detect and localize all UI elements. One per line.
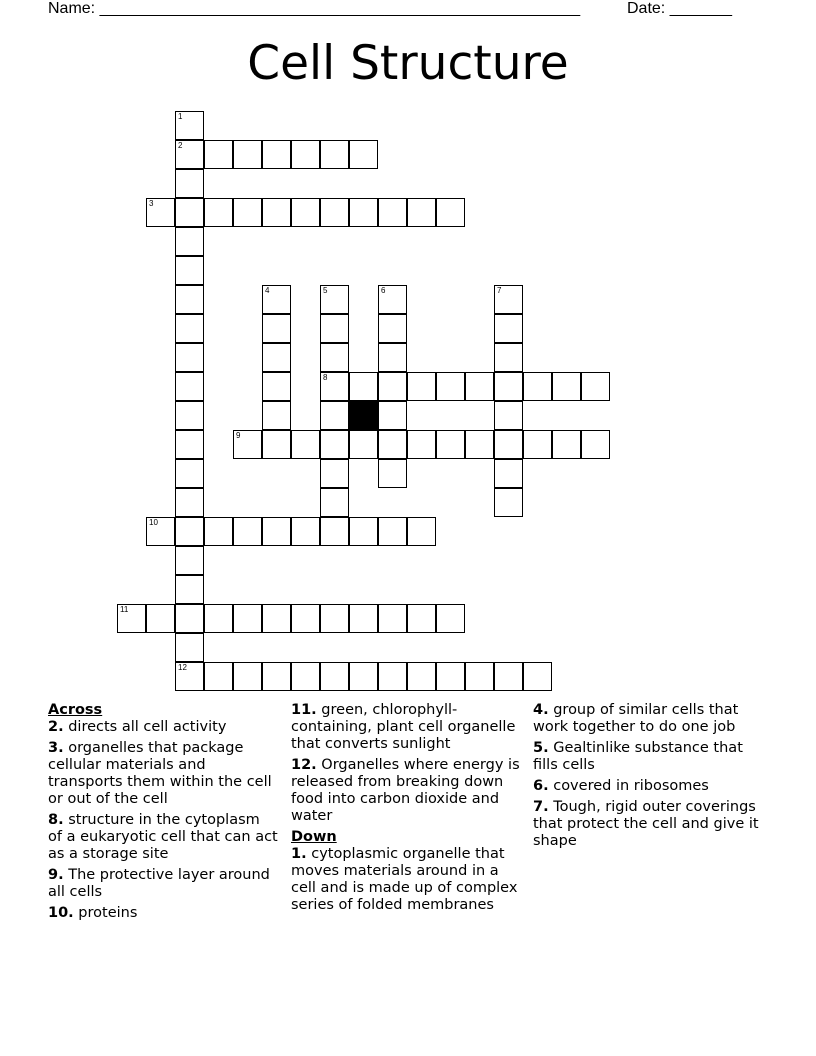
crossword-cell[interactable] xyxy=(320,517,349,546)
clue-text: proteins xyxy=(78,905,138,921)
clue-number-label: 12 xyxy=(178,663,187,672)
crossword-cell[interactable] xyxy=(233,517,262,546)
crossword-cell[interactable] xyxy=(407,517,436,546)
clue-text: organelles that package cellular materials and transports them within the cell or out of the cell xyxy=(48,740,272,807)
crossword-cell[interactable] xyxy=(175,372,204,401)
crossword-cell[interactable] xyxy=(320,343,349,372)
crossword-cell[interactable] xyxy=(146,198,175,227)
clue-number: 12. xyxy=(291,757,317,773)
crossword-cell[interactable] xyxy=(320,488,349,517)
across-heading: Across xyxy=(48,702,103,718)
crossword-cell[interactable] xyxy=(291,517,320,546)
clue-number-label: 9 xyxy=(236,431,241,440)
crossword-cell[interactable] xyxy=(291,662,320,691)
clue-number-label: 11 xyxy=(120,605,129,614)
crossword-cell[interactable] xyxy=(349,430,378,459)
crossword-cell[interactable] xyxy=(175,140,204,169)
clue-text: The protective layer around all cells xyxy=(48,867,270,900)
crossword-cell[interactable] xyxy=(320,401,349,430)
clues-column-1 xyxy=(48,702,278,926)
crossword-cell[interactable] xyxy=(349,604,378,633)
crossword-cell[interactable] xyxy=(407,372,436,401)
crossword-cell[interactable] xyxy=(262,401,291,430)
clue-down-6 xyxy=(533,778,763,795)
clue-number: 8. xyxy=(48,812,64,828)
clue-number: 3. xyxy=(48,740,64,756)
page-title: Cell Structure xyxy=(247,36,569,91)
crossword-cell[interactable] xyxy=(494,372,523,401)
clue-across-2 xyxy=(48,719,278,736)
clue-across-3 xyxy=(48,740,278,808)
clue-across-10 xyxy=(48,905,278,922)
crossword-cell[interactable] xyxy=(262,285,291,314)
crossword-cell[interactable] xyxy=(494,401,523,430)
crossword-cell[interactable] xyxy=(494,459,523,488)
crossword-cell[interactable] xyxy=(436,430,465,459)
crossword-cell[interactable] xyxy=(262,517,291,546)
clues-column-3 xyxy=(533,702,763,854)
clue-number: 6. xyxy=(533,778,549,794)
crossword-cell[interactable] xyxy=(320,372,349,401)
name-field-label: Name: ______________________________________________________ xyxy=(48,0,581,17)
crossword-cell[interactable] xyxy=(349,662,378,691)
clue-text: structure in the cytoplasm of a eukaryotic cell that can act as a storage site xyxy=(48,812,278,862)
clue-down-4 xyxy=(533,702,763,736)
clue-number: 7. xyxy=(533,799,549,815)
crossword-cell[interactable] xyxy=(349,140,378,169)
crossword-cell[interactable] xyxy=(175,430,204,459)
crossword-cell[interactable] xyxy=(175,459,204,488)
crossword-cell[interactable] xyxy=(146,604,175,633)
crossword-cell[interactable] xyxy=(204,517,233,546)
clue-number-label: 8 xyxy=(323,373,328,382)
crossword-cell[interactable] xyxy=(117,604,146,633)
clue-number: 2. xyxy=(48,719,64,735)
clue-number: 4. xyxy=(533,702,549,718)
crossword-cell[interactable] xyxy=(175,488,204,517)
clue-number: 10. xyxy=(48,905,74,921)
crossword-cell[interactable] xyxy=(407,604,436,633)
crossword-cell[interactable] xyxy=(291,604,320,633)
crossword-cell[interactable] xyxy=(436,604,465,633)
crossword-cell[interactable] xyxy=(349,517,378,546)
clue-number: 1. xyxy=(291,846,307,862)
crossword-cell[interactable] xyxy=(175,633,204,662)
crossword-cell[interactable] xyxy=(262,343,291,372)
crossword-cell[interactable] xyxy=(349,372,378,401)
crossword-cell[interactable] xyxy=(581,372,610,401)
crossword-cell[interactable] xyxy=(175,575,204,604)
clue-across-12 xyxy=(291,757,521,825)
crossword-cell[interactable] xyxy=(146,517,175,546)
crossword-cell[interactable] xyxy=(523,372,552,401)
crossword-cell[interactable] xyxy=(320,430,349,459)
clue-text: Organelles where energy is released from breaking down food into carbon dioxide and water xyxy=(291,757,520,824)
crossword-cell[interactable] xyxy=(175,285,204,314)
crossword-cell[interactable] xyxy=(465,662,494,691)
crossword-cell[interactable] xyxy=(407,430,436,459)
crossword-cell[interactable] xyxy=(262,662,291,691)
clue-number-label: 1 xyxy=(178,112,183,121)
crossword-cell[interactable] xyxy=(262,430,291,459)
clue-text: directs all cell activity xyxy=(68,719,227,735)
crossword-cell[interactable] xyxy=(175,517,204,546)
clue-number-label: 3 xyxy=(149,199,154,208)
clue-text: Tough, rigid outer coverings that protect the cell and give it shape xyxy=(533,799,759,849)
crossword-cell[interactable] xyxy=(262,140,291,169)
crossword-cell[interactable] xyxy=(378,198,407,227)
crossword-cell[interactable] xyxy=(436,372,465,401)
clue-across-9 xyxy=(48,867,278,901)
crossword-cell[interactable] xyxy=(233,140,262,169)
clue-down-7 xyxy=(533,799,763,850)
crossword-cell[interactable] xyxy=(233,430,262,459)
clue-number-label: 2 xyxy=(178,141,183,150)
crossword-cell[interactable] xyxy=(204,140,233,169)
crossword-cell[interactable] xyxy=(175,256,204,285)
clue-number-label: 5 xyxy=(323,286,328,295)
crossword-cell[interactable] xyxy=(262,372,291,401)
crossword-cell[interactable] xyxy=(262,604,291,633)
clue-down-5 xyxy=(533,740,763,774)
clue-number-label: 6 xyxy=(381,286,386,295)
crossword-cell[interactable] xyxy=(378,517,407,546)
crossword-cell[interactable] xyxy=(436,198,465,227)
crossword-cell[interactable] xyxy=(494,343,523,372)
crossword-cell[interactable] xyxy=(378,430,407,459)
clues-column-2 xyxy=(291,702,521,918)
crossword-cell[interactable] xyxy=(378,459,407,488)
crossword-cell[interactable] xyxy=(494,314,523,343)
crossword-cell[interactable] xyxy=(233,198,262,227)
crossword-cell[interactable] xyxy=(320,604,349,633)
clue-number: 9. xyxy=(48,867,64,883)
crossword-cell[interactable] xyxy=(175,662,204,691)
crossword-cell[interactable] xyxy=(204,198,233,227)
crossword-cell[interactable] xyxy=(320,285,349,314)
crossword-cell[interactable] xyxy=(233,662,262,691)
crossword-cell[interactable] xyxy=(175,314,204,343)
crossword-cell[interactable] xyxy=(494,662,523,691)
crossword-cell[interactable] xyxy=(233,604,262,633)
crossword-cell[interactable] xyxy=(175,546,204,575)
crossword-block xyxy=(349,401,378,430)
clue-across-8 xyxy=(48,812,278,863)
crossword-cell[interactable] xyxy=(378,604,407,633)
crossword-cell[interactable] xyxy=(320,198,349,227)
crossword-cell[interactable] xyxy=(320,662,349,691)
clue-down-1 xyxy=(291,846,521,914)
crossword-cell[interactable] xyxy=(349,198,378,227)
crossword-cell[interactable] xyxy=(262,198,291,227)
crossword-cell[interactable] xyxy=(378,314,407,343)
crossword-cell[interactable] xyxy=(523,662,552,691)
crossword-cell[interactable] xyxy=(320,314,349,343)
clue-text: cytoplasmic organelle that moves materials around in a cell and is made up of complex series of folded membranes xyxy=(291,846,518,913)
clue-text: group of similar cells that work together to do one job xyxy=(533,702,739,735)
crossword-cell[interactable] xyxy=(175,343,204,372)
crossword-cell[interactable] xyxy=(378,285,407,314)
crossword-cell[interactable] xyxy=(175,111,204,140)
clue-number: 5. xyxy=(533,740,549,756)
crossword-cell[interactable] xyxy=(175,604,204,633)
clue-number-label: 10 xyxy=(149,518,158,527)
crossword-cell[interactable] xyxy=(378,662,407,691)
crossword-cell[interactable] xyxy=(407,198,436,227)
crossword-cell[interactable] xyxy=(291,198,320,227)
crossword-cell[interactable] xyxy=(552,430,581,459)
down-heading: Down xyxy=(291,829,337,845)
crossword-cell[interactable] xyxy=(175,169,204,198)
clue-number-label: 4 xyxy=(265,286,270,295)
crossword-cell[interactable] xyxy=(581,430,610,459)
clue-text: green, chlorophyll-containing, plant cell organelle that converts sunlight xyxy=(291,702,516,752)
clue-text: Gealtinlike substance that fills cells xyxy=(533,740,743,773)
crossword-cell[interactable] xyxy=(523,430,552,459)
crossword-cell[interactable] xyxy=(262,314,291,343)
crossword-cell[interactable] xyxy=(465,430,494,459)
clue-text: covered in ribosomes xyxy=(553,778,709,794)
crossword-cell[interactable] xyxy=(378,372,407,401)
crossword-cell[interactable] xyxy=(436,662,465,691)
crossword-cell[interactable] xyxy=(378,343,407,372)
crossword-cell[interactable] xyxy=(175,401,204,430)
crossword-cell[interactable] xyxy=(175,198,204,227)
crossword-cell[interactable] xyxy=(552,372,581,401)
clue-across-11 xyxy=(291,702,521,753)
clue-number: 11. xyxy=(291,702,317,718)
crossword-cell[interactable] xyxy=(204,604,233,633)
crossword-cell[interactable] xyxy=(494,488,523,517)
date-field-label: Date: _______ xyxy=(627,0,732,17)
crossword-cell[interactable] xyxy=(175,227,204,256)
clue-number-label: 7 xyxy=(497,286,502,295)
crossword-cell[interactable] xyxy=(494,430,523,459)
crossword-cell[interactable] xyxy=(204,662,233,691)
crossword-cell[interactable] xyxy=(494,285,523,314)
crossword-cell[interactable] xyxy=(465,372,494,401)
crossword-cell[interactable] xyxy=(320,140,349,169)
crossword-cell[interactable] xyxy=(407,662,436,691)
crossword-cell[interactable] xyxy=(291,140,320,169)
crossword-cell[interactable] xyxy=(320,459,349,488)
crossword-cell[interactable] xyxy=(291,430,320,459)
crossword-cell[interactable] xyxy=(378,401,407,430)
